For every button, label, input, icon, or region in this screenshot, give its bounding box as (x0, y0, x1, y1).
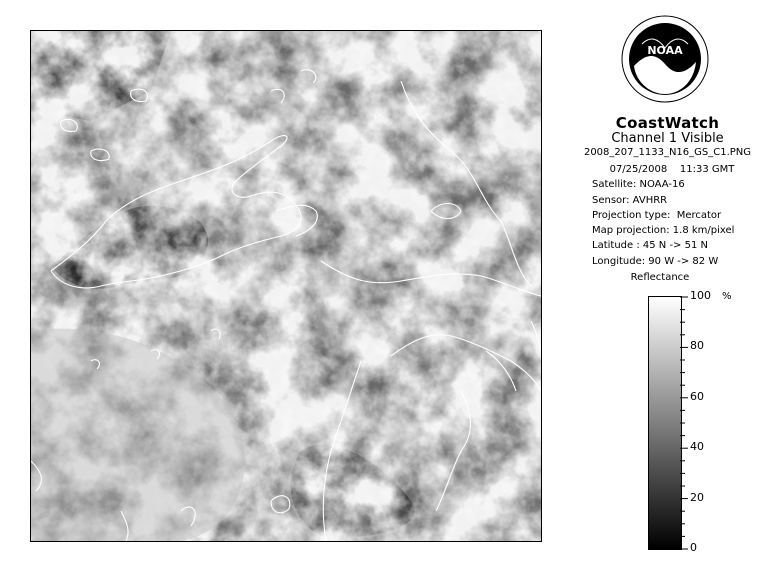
file-name: 2008_207_1133_N16_GS_C1.PNG (583, 147, 752, 158)
noaa-logo-icon (620, 14, 710, 104)
colorbar-label: 60 (690, 389, 704, 403)
colorbar-label: 40 (690, 440, 704, 454)
satellite-text: Satellite: NOAA-16 (592, 179, 685, 191)
reflectance-colorbar (648, 296, 682, 550)
colorbar-ticks (680, 296, 740, 550)
channel-subtitle: Channel 1 Visible (611, 131, 724, 146)
satellite-image (31, 31, 541, 541)
colorbar-label: 80 (690, 339, 704, 353)
satellite-map (30, 30, 542, 542)
latitude-text: Latitude : 45 N -> 51 N (592, 240, 708, 252)
colorbar-label: 0 (690, 541, 697, 554)
logo-text: NOAA (647, 44, 683, 57)
metadata-block (592, 162, 752, 269)
map-projection-text: Map projection: 1.8 km/pixel (592, 225, 735, 237)
colorbar-label: 20 (690, 490, 704, 504)
datetime-text: 07/25/2008 11:33 GMT (609, 164, 735, 175)
projection-type-text: Projection type: Mercator (592, 209, 722, 221)
longitude-text: Longitude: 90 W -> 82 W (592, 255, 719, 267)
colorbar-label: 100 (690, 289, 711, 302)
colorbar-unit: % (722, 291, 732, 302)
colorbar-title: Reflectance (630, 272, 690, 283)
sensor-text: Sensor: AVHRR (592, 194, 668, 206)
product-title: CoastWatch (615, 114, 720, 132)
